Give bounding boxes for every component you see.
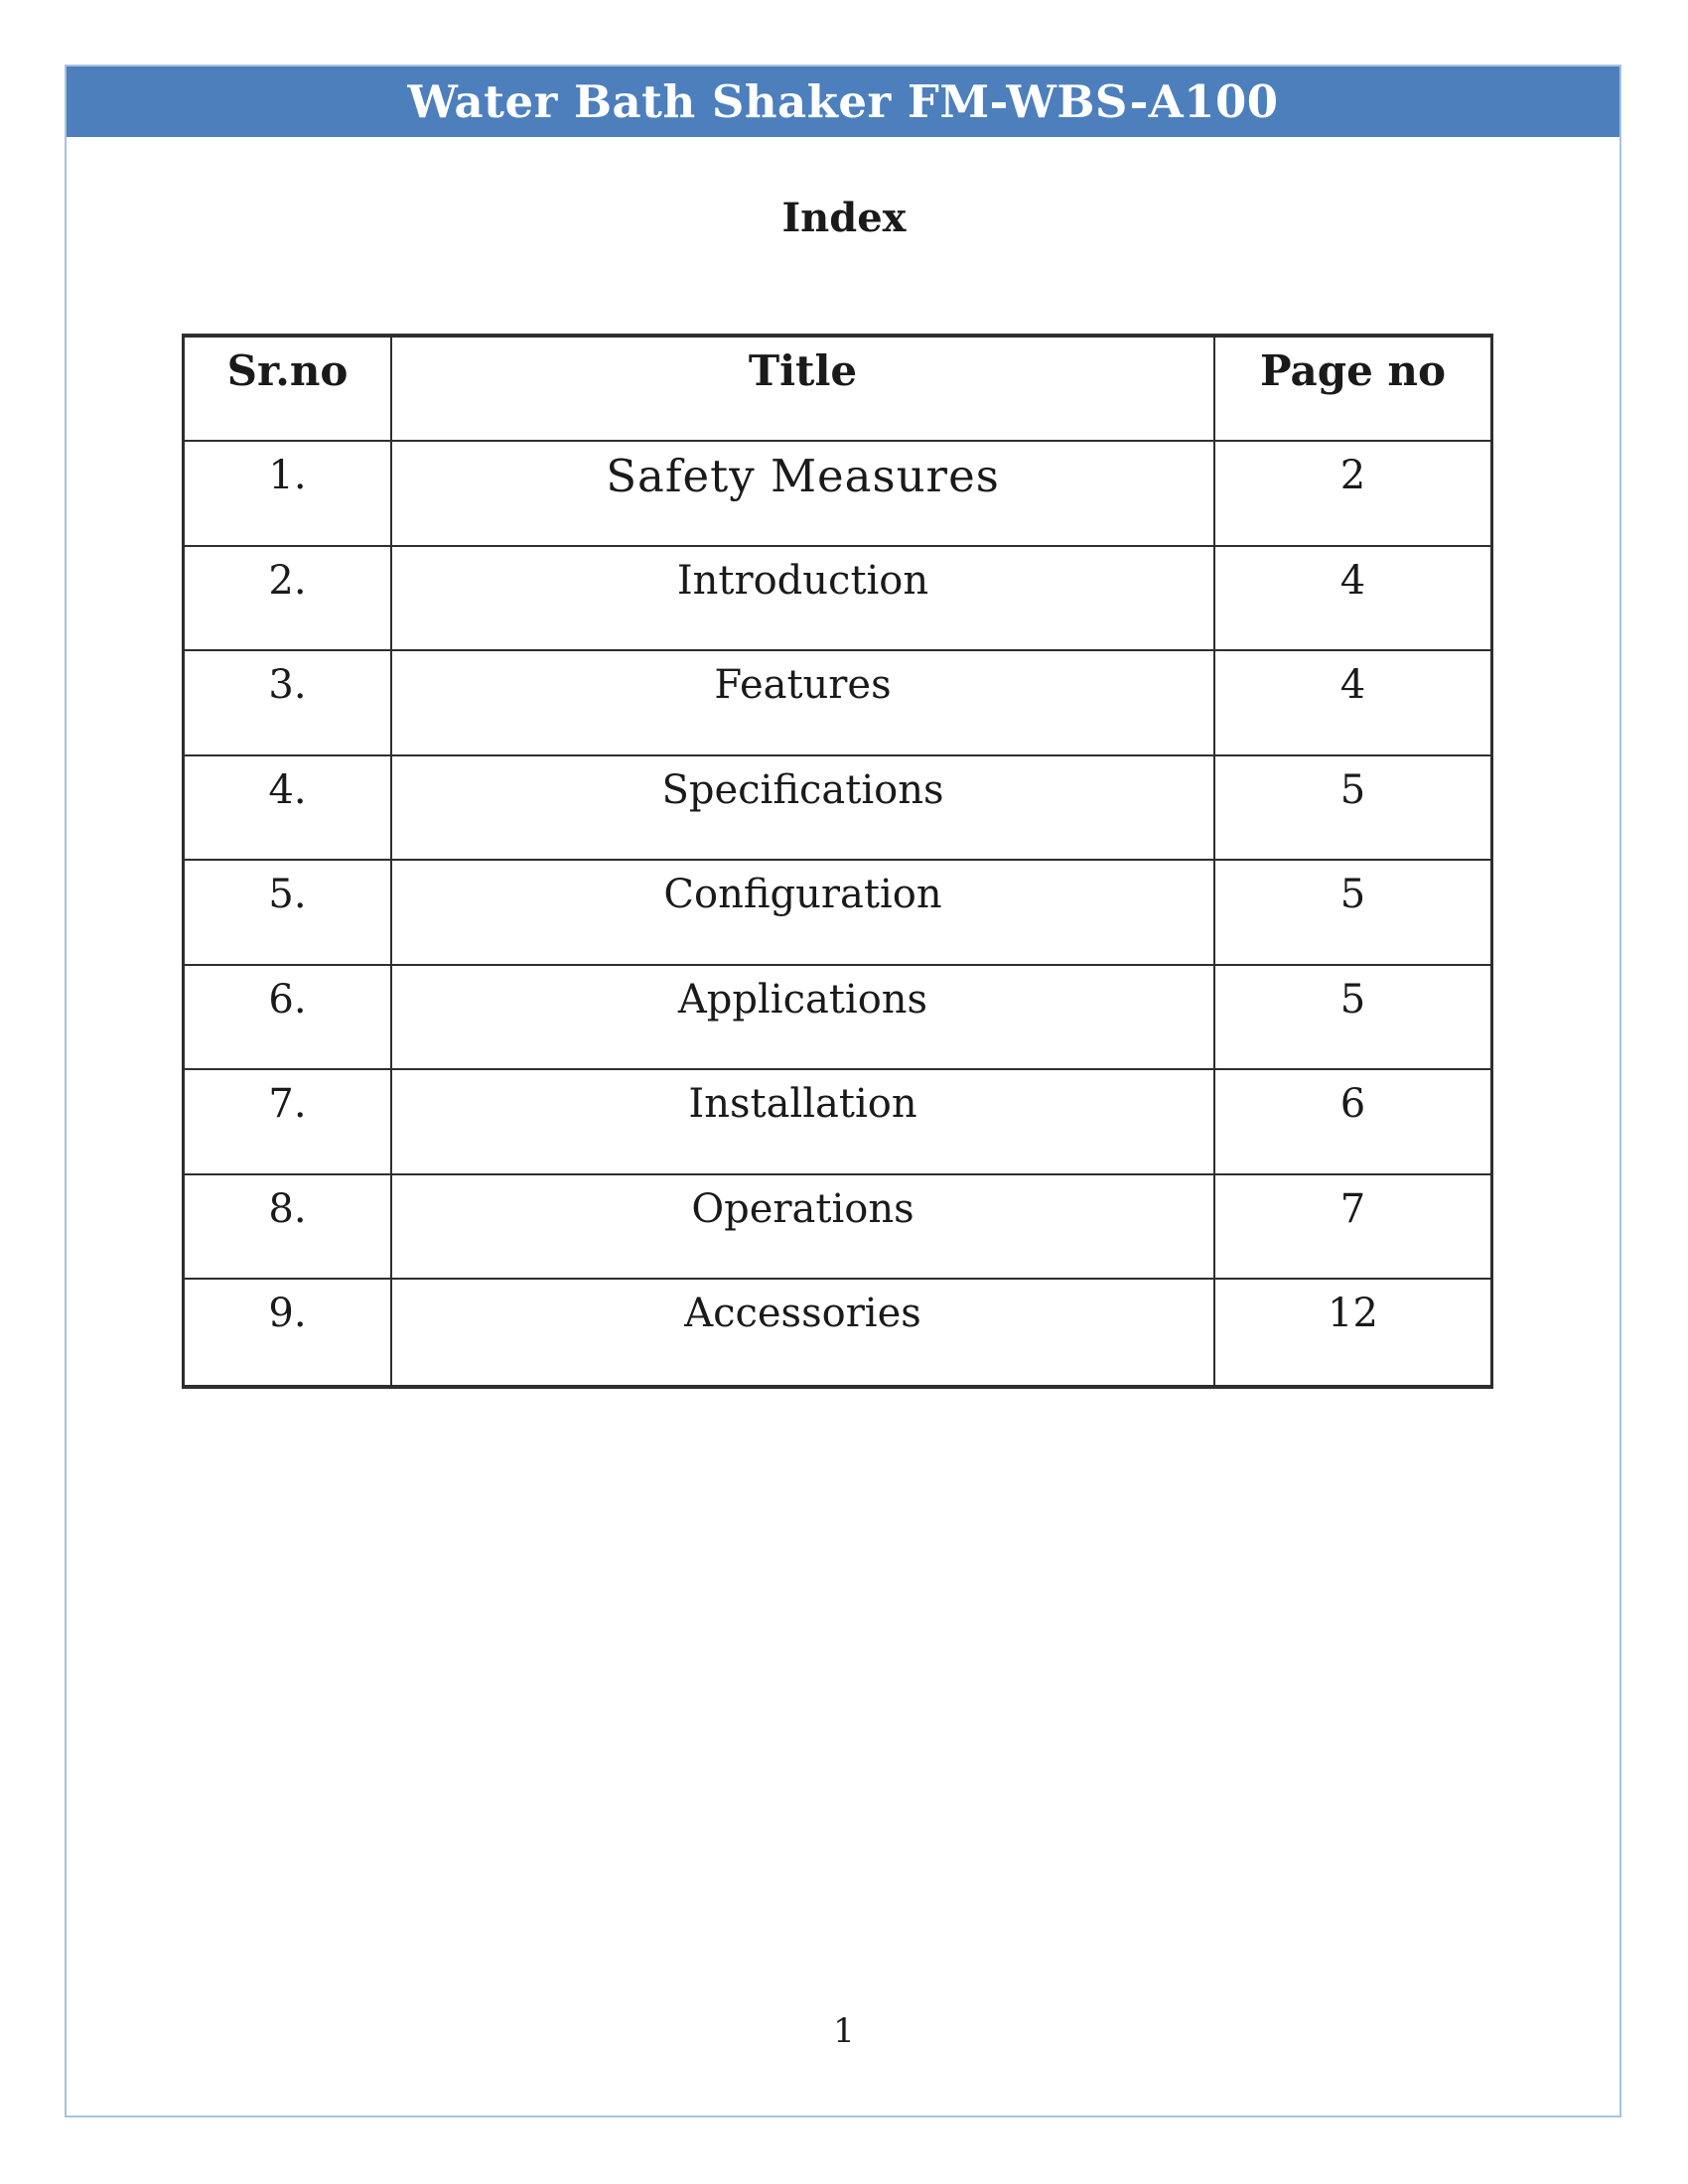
index-row-title: Safety Measures [392, 442, 1215, 547]
index-header-pageno: Page no [1215, 338, 1490, 442]
index-row-title: Specifications [392, 756, 1215, 862]
index-row-pageno: 5 [1215, 756, 1490, 862]
index-row-title: Features [392, 651, 1215, 756]
index-table [182, 334, 1493, 1389]
index-row-pageno: 5 [1215, 861, 1490, 966]
footer-page-number: 1 [833, 2011, 855, 2051]
index-row-pageno: 12 [1328, 1291, 1378, 1337]
index-header-title: Title [392, 338, 1215, 442]
index-row-pageno: 7 [1215, 1175, 1490, 1281]
index-row-srno: 5. [185, 861, 392, 966]
index-row-title: Operations [392, 1175, 1215, 1281]
index-row-pageno: 4 [1215, 547, 1490, 652]
index-row-srno: 6. [185, 966, 392, 1071]
title-banner [67, 67, 1619, 137]
index-row-pageno: 5 [1215, 966, 1490, 1071]
index-heading: Index [781, 195, 907, 241]
index-row-title: Accessories [392, 1280, 1215, 1385]
index-row-srno: 4. [185, 756, 392, 862]
index-row-srno: 2. [185, 547, 392, 652]
index-row-title: Applications [392, 966, 1215, 1071]
index-row-pageno: 4 [1215, 651, 1490, 756]
index-row-srno: 7. [185, 1070, 392, 1175]
index-row-pageno: 6 [1215, 1070, 1490, 1175]
index-row-srno: 3. [185, 651, 392, 756]
index-row-srno: 1. [185, 442, 392, 547]
index-row-title: Configuration [392, 861, 1215, 966]
index-row-title: Introduction [392, 547, 1215, 652]
index-row-title: Installation [392, 1070, 1215, 1175]
index-row-pageno: 2 [1215, 442, 1490, 547]
index-row-srno: 8. [185, 1175, 392, 1281]
index-row-srno: 9. [185, 1280, 392, 1385]
document-title: Water Bath Shaker FM-WBS-A100 [407, 75, 1279, 128]
index-header-srno: Sr.no [185, 338, 392, 442]
